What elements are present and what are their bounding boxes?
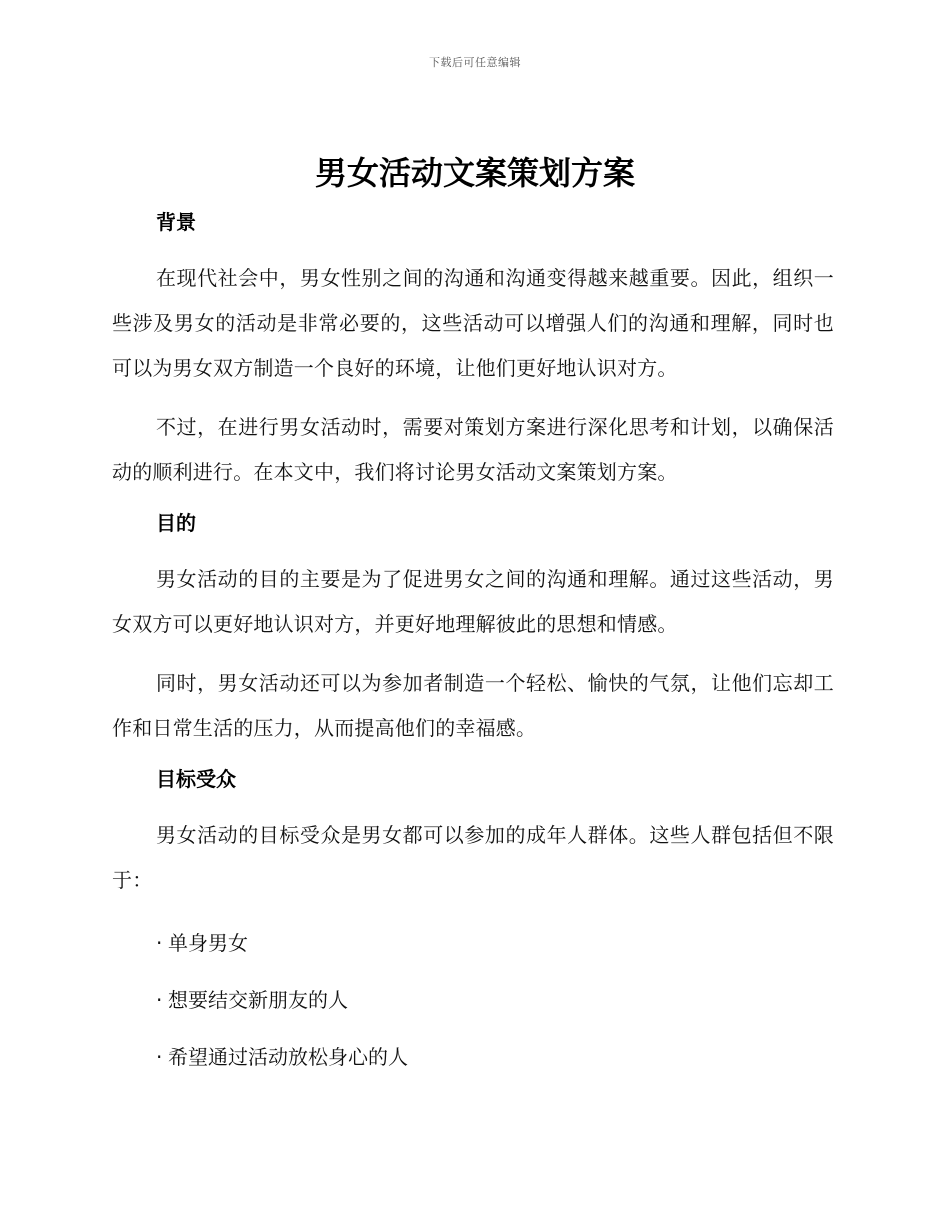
header-note: 下载后可任意编辑 (429, 56, 521, 69)
list-item (156, 1029, 834, 1086)
section-heading-audience: 目标受众 (156, 767, 236, 791)
list-item (156, 972, 834, 1029)
paragraph: 男女活动的目的主要是为了促进男女之间的沟通和理解。通过这些活动，男女双方可以更好地认识对方，并更好地理解彼此的思想和情感。 (112, 567, 834, 636)
paragraph: 不过，在进行男女活动时，需要对策划方案进行深化思考和计划，以确保活动的顺利进行。在本文中，我们将讨论男女活动文案策划方案。 (112, 415, 834, 484)
list-item (156, 915, 834, 972)
document-body (112, 202, 834, 1086)
document-title: 男女活动文案策划方案 (314, 154, 635, 192)
bullet-marker: · (156, 1045, 163, 1069)
paragraph: 同时，男女活动还可以为参加者制造一个轻松、愉快的气氛，让他们忘却工作和日常生活的压力，从而提高他们的幸福感。 (112, 671, 834, 740)
audience-list (112, 915, 834, 1086)
bullet-marker: · (156, 931, 163, 955)
bullet-marker: · (156, 988, 163, 1012)
paragraph: 男女活动的目标受众是男女都可以参加的成年人群体。这些人群包括但不限于： (112, 823, 834, 892)
paragraph: 在现代社会中，男女性别之间的沟通和沟通变得越来越重要。因此，组织一些涉及男女的活动是非常必要的，这些活动可以增强人们的沟通和理解，同时也可以为男女双方制造一个良好的环境，让他们更好地认识对方。 (112, 266, 834, 380)
list-item-text: 希望通过活动放松身心的人 (168, 1045, 408, 1069)
section-heading-background: 背景 (156, 210, 196, 234)
section-heading-purpose: 目的 (156, 511, 196, 535)
list-item-text: 单身男女 (168, 931, 248, 955)
list-item-text: 想要结交新朋友的人 (168, 988, 348, 1012)
